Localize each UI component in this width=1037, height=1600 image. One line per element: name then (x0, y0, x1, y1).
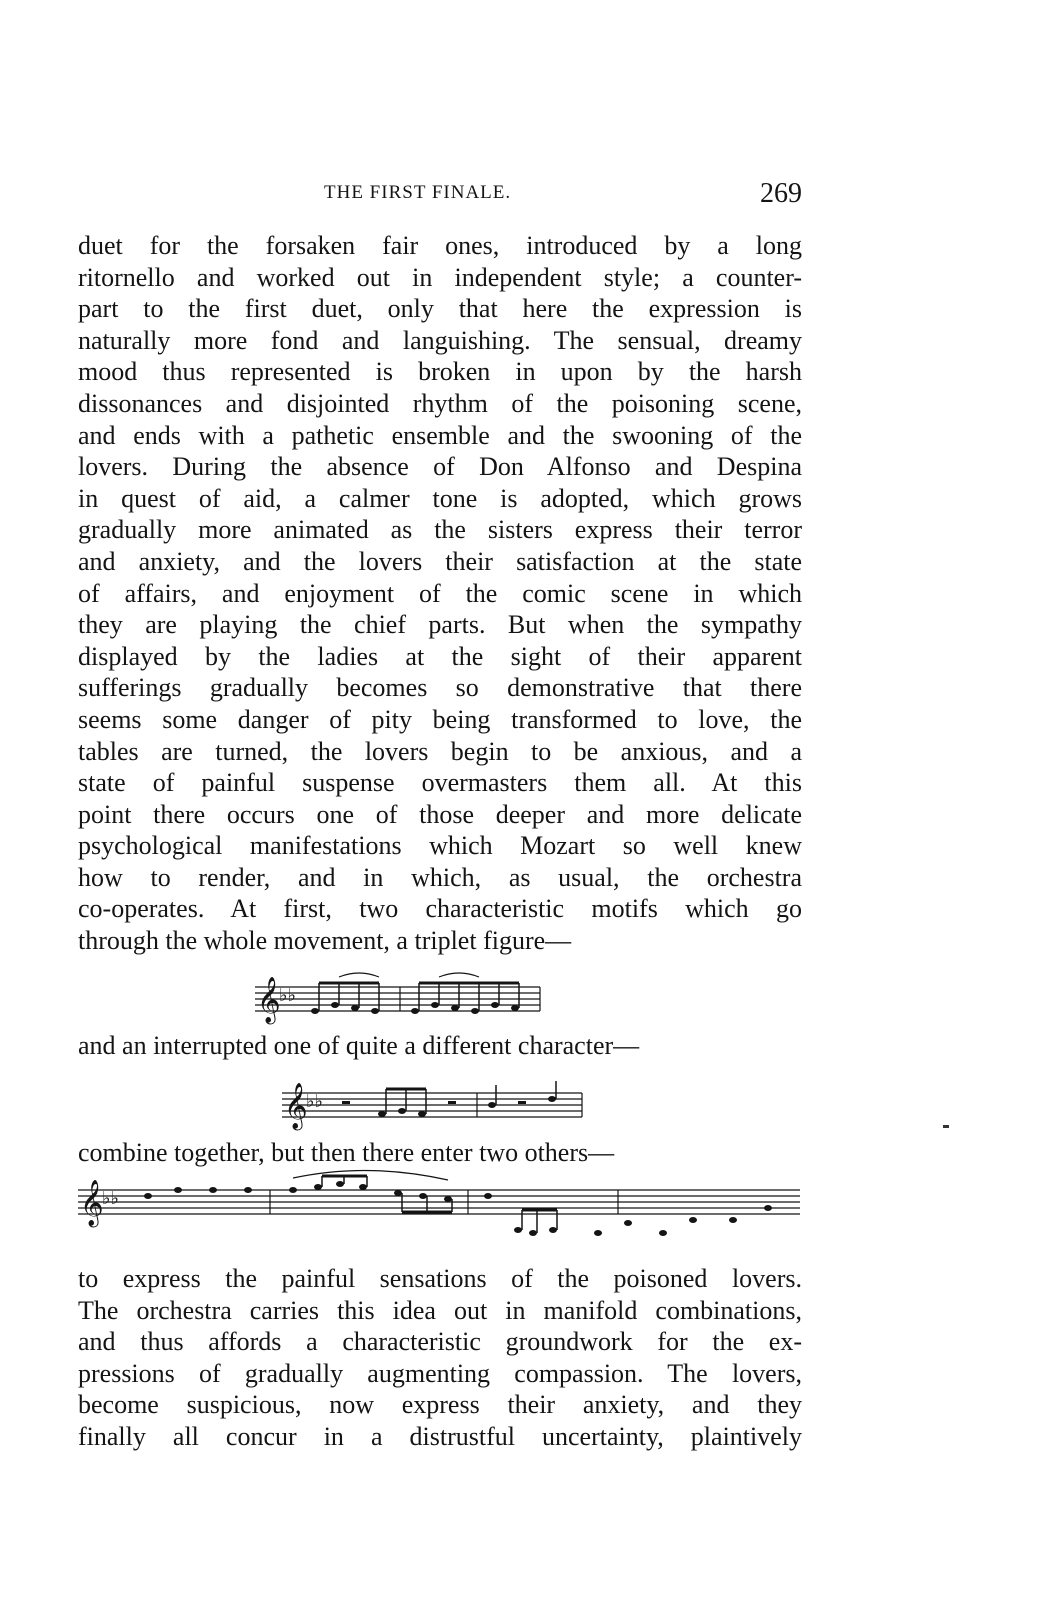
text-line: become suspicious, now express their anxiety, and they (78, 1390, 802, 1420)
print-speck (943, 1125, 949, 1128)
text-line: pressions of gradually augmenting compassion. The lovers, (78, 1358, 802, 1388)
svg-text:𝄞: 𝄞 (80, 1180, 104, 1226)
text-line: The orchestra carries this idea out in manifold combinations, (78, 1295, 802, 1325)
paragraph-2 (78, 1263, 802, 1453)
text-line: duet for the forsaken fair ones, introduced by a long (78, 231, 802, 260)
paragraph-1 (78, 230, 802, 957)
text-line: naturally more fond and languishing. The sensual, dreamy (78, 325, 802, 355)
text-line: they are playing the chief parts. But when the sympathy (78, 610, 802, 640)
running-title: THE FIRST FINALE. (324, 182, 512, 203)
text-line: co-operates. At first, two characteristic motifs which go (78, 894, 802, 924)
music-example-two-others (78, 1168, 803, 1260)
text-line: tables are turned, the lovers begin to be anxious, and a (78, 736, 802, 766)
text-line: and ends with a pathetic ensemble and the swooning of the (78, 420, 802, 450)
music-example-triplet-figure (255, 965, 545, 1025)
svg-text:♭♭: ♭♭ (102, 1188, 119, 1209)
text-line: point there occurs one of those deeper and more delicate (78, 799, 802, 829)
text-line: gradually more animated as the sisters express their terror (78, 515, 802, 545)
text-line: part to the first duet, only that here the expression is (78, 294, 802, 324)
svg-text:♭♭: ♭♭ (279, 985, 296, 1006)
text-line: and an interrupted one of quite a different character— (78, 1031, 640, 1060)
svg-text:♭♭: ♭♭ (306, 1091, 323, 1112)
text-line: psychological manifestations which Mozart so well knew (78, 831, 802, 861)
text-line: sufferings gradually becomes so demonstrative that there (78, 673, 802, 703)
text-line: of affairs, and enjoyment of the comic scene in which (78, 578, 802, 608)
text-line: how to render, and in which, as usual, the orchestra (78, 862, 802, 892)
text-line: mood thus represented is broken in upon by the harsh (78, 357, 802, 387)
text-line: and thus affords a characteristic groundwork for the ex- (78, 1327, 802, 1357)
text-line: in quest of aid, a calmer tone is adopted, which grows (78, 483, 802, 513)
text-line: lovers. During the absence of Don Alfonso and Despina (78, 452, 802, 482)
svg-text:𝄞: 𝄞 (284, 1083, 308, 1129)
text-line: combine together, but then there enter two others— (78, 1138, 615, 1167)
text-line: dissonances and disjointed rhythm of the poisoning scene, (78, 388, 802, 418)
text-line: seems some danger of pity being transformed to love, the (78, 704, 802, 734)
text-line: finally all concur in a distrustful uncertainty, plaintively (78, 1421, 802, 1451)
text-line: state of painful suspense overmasters them all. At this (78, 768, 802, 798)
text-line: through the whole movement, a triplet figure— (78, 926, 572, 956)
svg-text:𝄞: 𝄞 (257, 977, 281, 1023)
text-line: displayed by the ladies at the sight of their apparent (78, 641, 802, 671)
music-example-interrupted-figure (282, 1073, 592, 1135)
page-header (78, 178, 802, 218)
page-number: 269 (760, 178, 802, 209)
text-line: and anxiety, and the lovers their satisfaction at the state (78, 546, 802, 576)
text-line: ritornello and worked out in independent style; a counter- (78, 262, 802, 292)
text-line: to express the painful sensations of the poisoned lovers. (78, 1264, 802, 1293)
